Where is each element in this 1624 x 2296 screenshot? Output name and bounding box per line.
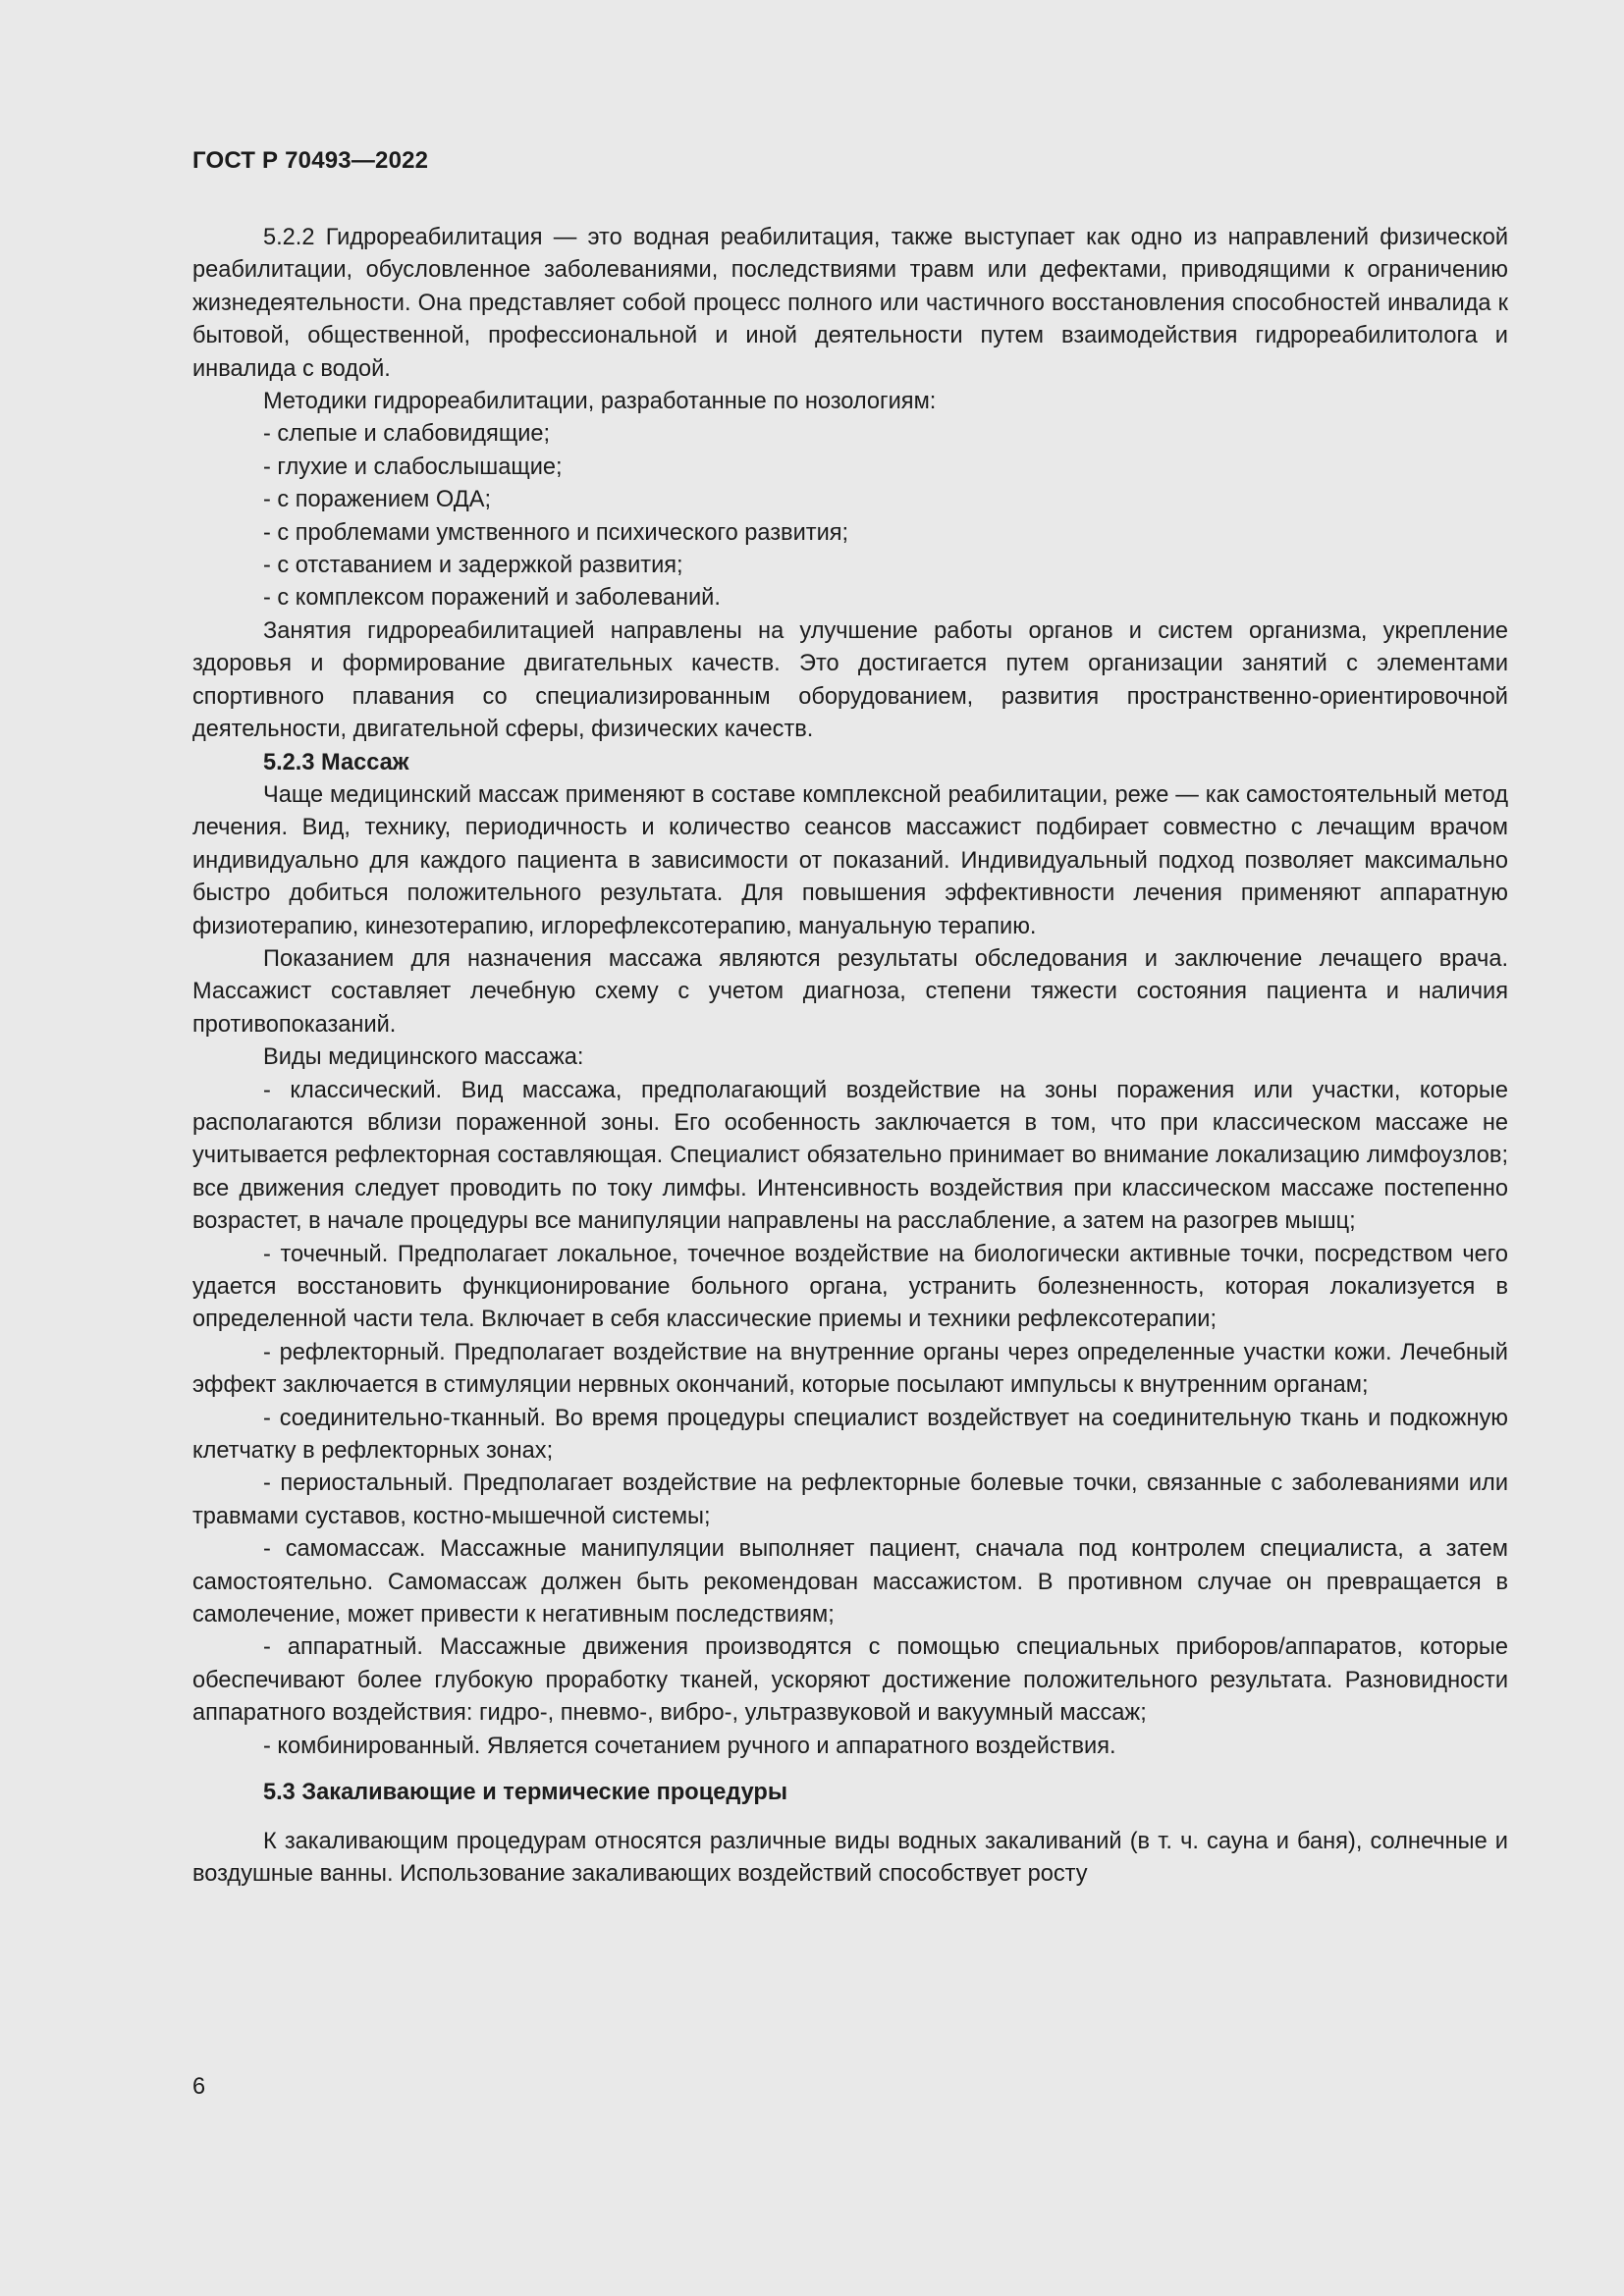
list-item: - аппаратный. Массажные движения производятся с помощью специальных приборов/аппаратов, которые обеспечивают более глубокую проработку тканей, ускоряют достижение положительного результата. Разновидности аппаратного воздействия: гидро-, пневмо-, вибро-, ультразвуковой и вакуумный массаж; [192,1634,1508,1727]
massage-types-lead: Виды медицинского массажа: [263,1044,584,1071]
hydro-intro-paragraph: 5.2.2 Гидрореабилитация — это водная реабилитация, также выступает как одно из направлений физической реабилитации, обусловленное заболеваниями, последствиями травм или дефектами, приводящими к ограничению жизнедеятельности. Она представляет собой процесс полного или частичного восстановления способностей инвалида к бытовой, общественной, профессиональной и иной деятельности путем взаимодействия гидрореабилитолога и инвалида с водой. [192,225,1508,382]
massage-paragraph-2: Показанием для назначения массажа являются результаты обследования и заключение лечащего врача. Массажист составляет лечебную схему с учетом диагноза, степени тяжести состояния пациента и наличия противопоказаний. [192,945,1508,1038]
hydro-methods-list [192,418,1508,614]
page-number: 6 [192,2074,206,2100]
massage-paragraph-1: Чаще медицинский массаж применяют в составе комплексной реабилитации, реже — как самостоятельный метод лечения. Вид, технику, периодичность и количество сеансов массажист подбирает совместно с лечащим врачом индивидуально для каждого пациента в зависимости от показаний. Индивидуальный подход позволяет максимально быстро добиться положительного результата. Для повышения эффективности лечения применяют аппаратную физиотерапию, кинезотерапию, иглорефлексотерапию, мануальную терапию. [192,781,1508,939]
hydro-methods-lead: Методики гидрореабилитации, разработанные по нозологиям: [263,389,937,415]
list-item: - самомассаж. Массажные манипуляции выполняет пациент, сначала под контролем специалиста, а затем самостоятельно. Самомассаж должен быть рекомендован массажистом. В противном случае он превращается в самолечение, может привести к негативным последствиям; [192,1536,1508,1629]
list-item: - слепые и слабовидящие; [263,421,551,448]
doc-number-header: ГОСТ Р 70493—2022 [192,147,429,174]
list-item: - точечный. Предполагает локальное, точечное воздействие на биологически активные точки, посредством чего удается восстановить функционирование больного органа, устранить болезненность, которая локализуется в определенной части тела. Включает в себя классические приемы и техники рефлексотерапии; [192,1241,1508,1333]
hardening-heading: 5.3 Закаливающие и термические процедуры [263,1780,787,1806]
page-content [192,222,1508,1891]
list-item: - с поражением ОДА; [263,487,492,513]
list-item: - с проблемами умственного и психического развития; [263,519,849,546]
list-item: - классический. Вид массажа, предполагающий воздействие на зоны поражения или участки, которые располагаются вблизи пораженной зоны. Его особенность заключается в том, что при классическом массаже не учитывается рефлекторная составляющая. Специалист обязательно принимает во внимание локализацию лимфоузлов; все движения следует проводить по току лимфы. Интенсивность воздействия при классическом массаже постепенно возрастет, в начале процедуры все манипуляции направлены на расслабление, а затем на разогрев мышц; [192,1077,1508,1235]
list-item: - соединительно-тканный. Во время процедуры специалист воздействует на соединительную ткань и подкожную клетчатку в рефлекторных зонах; [192,1405,1508,1465]
massage-heading: 5.2.3 Массаж [263,749,409,775]
list-item: - периостальный. Предполагает воздействие на рефлекторные болевые точки, связанные с заболеваниями или травмами суставов, костно-мышечной системы; [192,1470,1508,1529]
list-item: - глухие и слабослышащие; [263,454,563,480]
list-item: - с комплексом поражений и заболеваний. [263,585,721,612]
hydro-outro-paragraph: Занятия гидрореабилитацией направлены на улучшение работы органов и систем организма, укрепление здоровья и формирование двигательных качеств. Это достигается путем организации занятий с элементами спортивного плавания со специализированным оборудованием, развития пространственно-ориентировочной деятельности, двигательной сферы, физических качеств. [192,617,1508,743]
list-item: - комбинированный. Является сочетанием ручного и аппаратного воздействия. [263,1733,1116,1759]
massage-types-list [192,1075,1508,1764]
list-item: - рефлекторный. Предполагает воздействие на внутренние органы через определенные участки кожи. Лечебный эффект заключается в стимуляции нервных окончаний, которые посылают импульсы к внутренним органам; [192,1339,1508,1399]
list-item: - с отставанием и задержкой развития; [263,553,683,579]
hardening-paragraph: К закаливающим процедурам относятся различные виды водных закаливаний (в т. ч. сауна и баня), солнечные и воздушные ванны. Использование закаливающих воздействий способствует росту [192,1828,1508,1887]
